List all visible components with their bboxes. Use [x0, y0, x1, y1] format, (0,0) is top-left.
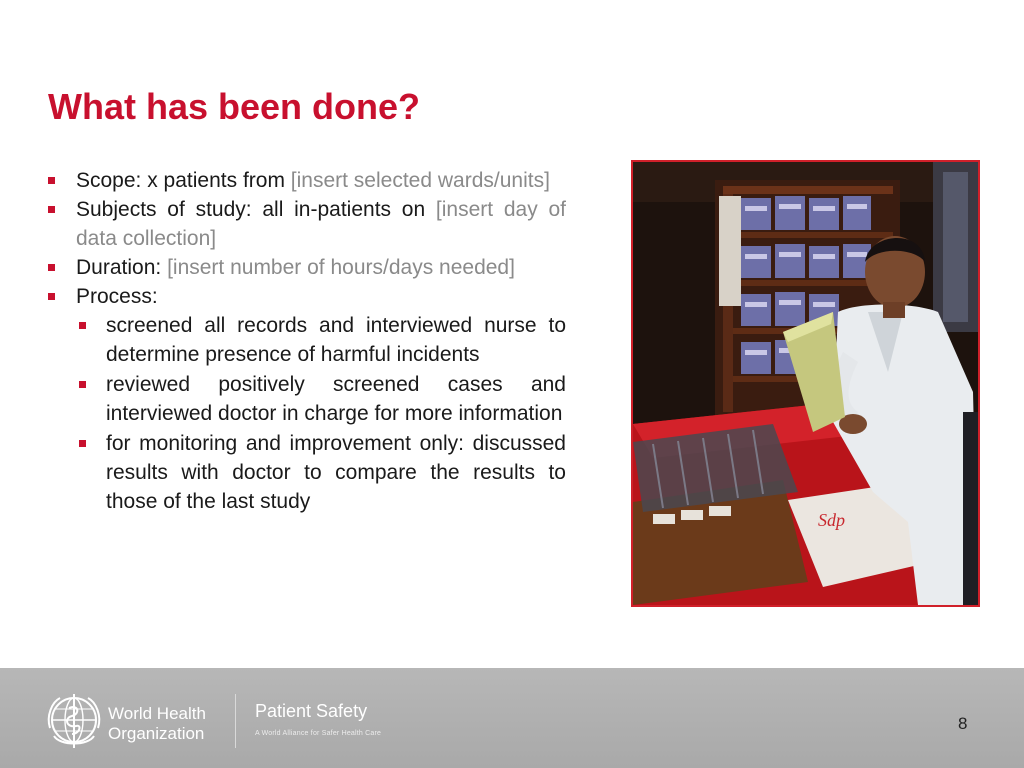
photo-illustration — [633, 162, 978, 605]
square-bullet-icon — [48, 177, 55, 184]
sub-bullet-item — [76, 370, 566, 428]
bullet-placeholder: [insert selected wards/units] — [290, 169, 550, 192]
who-wordmark — [108, 704, 206, 744]
sub-bullet-item — [76, 311, 566, 369]
bullet-item-subjects — [48, 195, 566, 253]
bullet-item-duration — [48, 253, 566, 282]
bullet-item-scope — [48, 166, 566, 195]
bullet-label: Subjects of study: — [76, 198, 252, 221]
bullet-text: all in-patients on — [251, 198, 436, 221]
page-number: 8 — [958, 714, 968, 733]
program-tagline: A World Alliance for Safer Health Care — [255, 730, 382, 737]
who-emblem-icon — [42, 688, 106, 752]
footer — [0, 668, 1024, 768]
square-bullet-icon — [79, 440, 86, 447]
bullet-label: Scope: — [76, 169, 142, 192]
org-name-line1: World Health — [108, 704, 206, 723]
slide-title: What has been done? — [48, 86, 421, 127]
bullet-list — [48, 166, 566, 517]
square-bullet-icon — [79, 381, 86, 388]
bullet-placeholder: [insert day of data collection] — [76, 198, 566, 250]
square-bullet-icon — [48, 293, 55, 300]
square-bullet-icon — [79, 322, 86, 329]
bullet-placeholder: [insert number of hours/days needed] — [167, 256, 515, 279]
program-title: Patient Safety — [255, 701, 368, 721]
sub-bullet-text: reviewed positively screened cases and interviewed doctor in charge for more information — [106, 373, 566, 425]
sub-bullet-text: screened all records and interviewed nurse to determine presence of harmful incidents — [106, 314, 566, 366]
bullet-text: x patients from — [141, 169, 291, 192]
photo — [631, 160, 980, 607]
bullet-label: Duration: — [76, 256, 162, 279]
svg-text:Sdp: Sdp — [818, 510, 845, 530]
footer-divider — [235, 694, 236, 748]
sub-bullet-text: for monitoring and improvement only: discussed results with doctor to compare the results to those of the last study — [106, 432, 566, 513]
org-name-line2: Organization — [108, 724, 205, 743]
bullet-label: Process: — [76, 285, 158, 308]
square-bullet-icon — [48, 206, 55, 213]
sub-bullet-item — [76, 429, 566, 516]
square-bullet-icon — [48, 264, 55, 271]
bullet-item-process — [48, 282, 566, 311]
